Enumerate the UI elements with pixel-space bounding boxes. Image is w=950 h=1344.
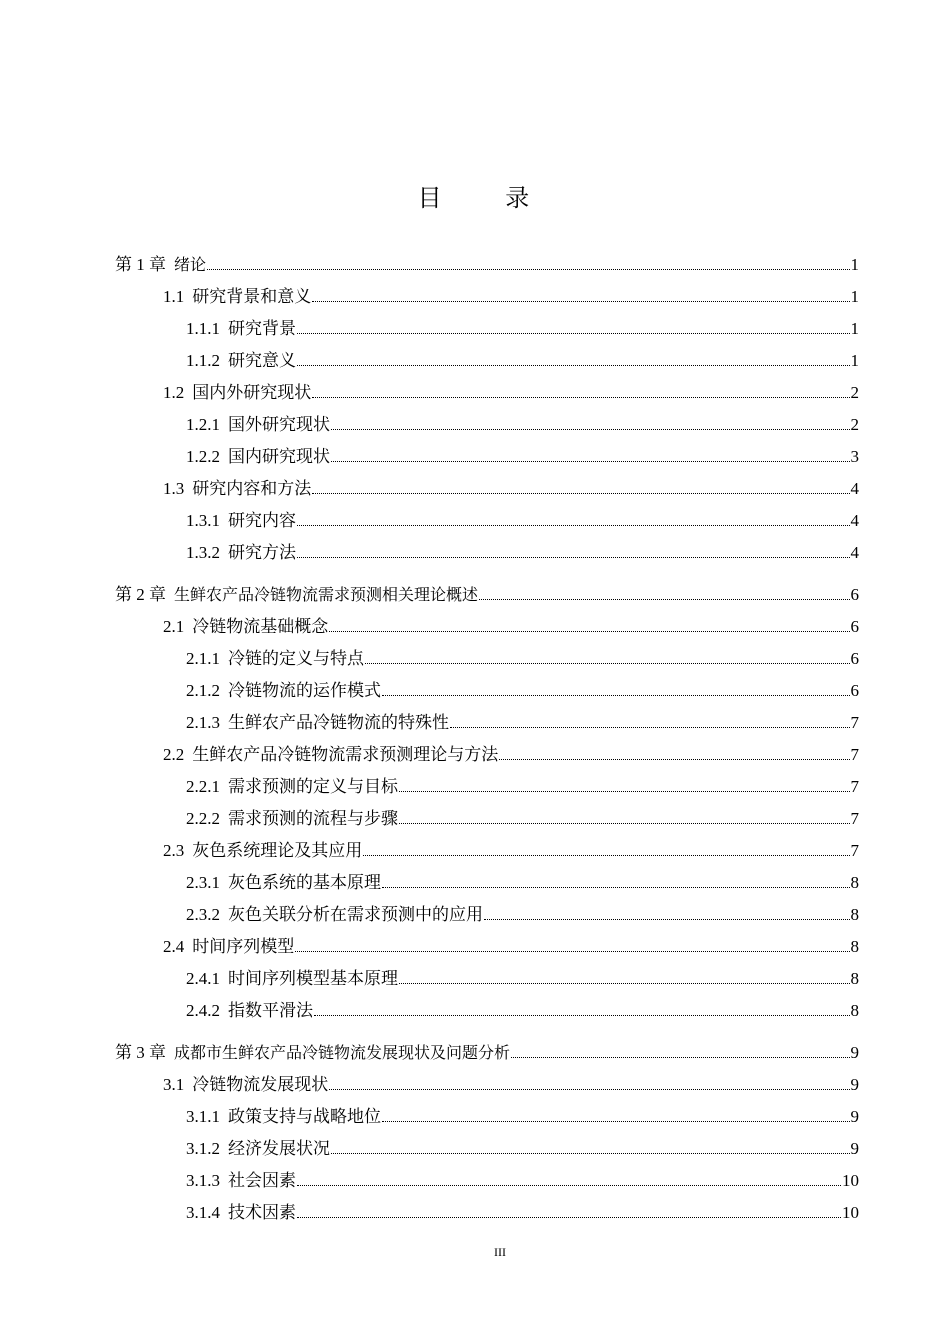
toc-entry-label xyxy=(186,649,364,669)
toc-subsection-entry[interactable] xyxy=(186,1193,859,1223)
dot-leader xyxy=(399,979,850,984)
toc-subsection-entry[interactable] xyxy=(186,671,859,701)
toc-entry-label xyxy=(163,937,294,957)
toc-entry-title: 需求预测的定义与目标 xyxy=(228,777,398,796)
dot-leader xyxy=(331,1149,850,1154)
toc-entry-title: 研究内容 xyxy=(228,511,296,530)
toc-subsection-entry[interactable] xyxy=(186,405,859,435)
toc-subsection-entry[interactable] xyxy=(186,501,859,531)
toc-entry-title: 研究意义 xyxy=(228,351,296,370)
toc-entry-page: 3 xyxy=(850,447,859,466)
toc-section-entry[interactable] xyxy=(163,831,859,861)
toc-subsection-entry[interactable] xyxy=(186,959,859,989)
toc-section-entry[interactable] xyxy=(163,927,859,957)
toc-entry-number: 2.1.2 xyxy=(186,681,220,700)
toc-subsection-entry[interactable] xyxy=(186,1161,859,1191)
toc-subsection-entry[interactable] xyxy=(186,767,859,797)
toc-entry-page: 1 xyxy=(850,287,859,306)
toc-entry-label xyxy=(186,1203,296,1223)
toc-entry-page: 8 xyxy=(850,1001,859,1020)
toc-entry-number: 2.4.2 xyxy=(186,1001,220,1020)
toc-entry-page: 4 xyxy=(850,511,859,530)
toc-entry-number: 1.3.1 xyxy=(186,511,220,530)
toc-entry-page: 8 xyxy=(850,873,859,892)
toc-entry-label xyxy=(186,873,381,893)
toc-subsection-entry[interactable] xyxy=(186,437,859,467)
toc-entry-label xyxy=(186,681,381,701)
dot-leader xyxy=(297,329,850,334)
toc-entry-label xyxy=(163,617,328,637)
toc-entry-page: 8 xyxy=(850,969,859,988)
toc-entry-number: 3.1.2 xyxy=(186,1139,220,1158)
toc-entry-label xyxy=(186,713,449,733)
toc-entry-number: 3.1.3 xyxy=(186,1171,220,1190)
toc-entry-number: 3.1.4 xyxy=(186,1203,220,1222)
dot-leader xyxy=(399,819,850,824)
toc-entry-page: 8 xyxy=(850,937,859,956)
toc-entry-title: 时间序列模型基本原理 xyxy=(228,969,398,988)
toc-entry-label xyxy=(186,1107,381,1127)
dot-leader xyxy=(450,723,850,728)
toc-entry-title: 灰色系统理论及其应用 xyxy=(192,841,363,860)
toc-subsection-entry[interactable] xyxy=(186,703,859,733)
toc-chapter-entry[interactable] xyxy=(115,245,859,275)
dot-leader xyxy=(297,361,850,366)
toc-entry-page: 1 xyxy=(850,351,859,370)
toc-entry-page: 9 xyxy=(850,1043,859,1062)
toc-entry-title: 国外研究现状 xyxy=(228,415,330,434)
dot-leader xyxy=(297,1213,841,1218)
toc-entry-number: 1.2.2 xyxy=(186,447,220,466)
dot-leader xyxy=(363,851,849,856)
toc-entry-label xyxy=(186,777,398,797)
dot-leader xyxy=(297,521,850,526)
dot-leader xyxy=(382,1117,850,1122)
toc-entry-number: 1.3 xyxy=(163,479,185,498)
toc-entry-title: 时间序列模型 xyxy=(192,937,295,956)
toc-entry-title: 社会因素 xyxy=(228,1171,296,1190)
dot-leader xyxy=(312,393,849,398)
toc-entry-number: 2.1.3 xyxy=(186,713,220,732)
toc-entry-page: 9 xyxy=(850,1139,859,1158)
toc-entry-number: 2.1 xyxy=(163,617,185,636)
toc-entry-title: 研究背景 xyxy=(228,319,296,338)
toc-entry-label xyxy=(186,1139,330,1159)
dot-leader xyxy=(297,1181,841,1186)
toc-entry-label xyxy=(163,479,311,499)
toc-entry-number: 1.2.1 xyxy=(186,415,220,434)
toc-entry-page: 4 xyxy=(850,479,859,498)
dot-leader xyxy=(382,691,850,696)
toc-entry-page: 4 xyxy=(850,543,859,562)
toc-entry-page: 7 xyxy=(850,841,859,860)
toc-entry-page: 1 xyxy=(850,319,859,338)
toc-entry-number: 3.1 xyxy=(163,1075,185,1094)
toc-subsection-entry[interactable] xyxy=(186,991,859,1021)
toc-entry-page: 1 xyxy=(850,255,859,274)
dot-leader xyxy=(499,755,849,760)
toc-chapter-entry[interactable] xyxy=(115,575,859,605)
toc-subsection-entry[interactable] xyxy=(186,309,859,339)
toc-entry-label xyxy=(186,415,330,435)
toc-entry-page: 10 xyxy=(842,1203,859,1222)
toc-entry-title: 灰色系统的基本原理 xyxy=(228,873,381,892)
toc-subsection-entry[interactable] xyxy=(186,1097,859,1127)
toc-entry-page: 6 xyxy=(850,681,859,700)
dot-leader xyxy=(484,915,850,920)
toc-subsection-entry[interactable] xyxy=(186,1129,859,1159)
dot-leader xyxy=(312,489,849,494)
dot-leader xyxy=(297,553,850,558)
toc-entry-label xyxy=(163,841,362,861)
toc-entry-label xyxy=(115,1043,510,1063)
dot-leader xyxy=(365,659,850,664)
toc-entry-number: 2.3 xyxy=(163,841,185,860)
toc-subsection-entry[interactable] xyxy=(186,895,859,925)
toc-entry-title: 研究内容和方法 xyxy=(192,479,312,498)
dot-leader xyxy=(399,787,850,792)
toc-entry-number: 2.2.1 xyxy=(186,777,220,796)
toc-entry-label xyxy=(163,383,311,403)
toc-entry-number: 1.1.2 xyxy=(186,351,220,370)
dot-leader xyxy=(329,1085,849,1090)
toc-entry-title: 需求预测的流程与步骤 xyxy=(228,809,398,828)
page-title: 目 录 xyxy=(417,184,558,212)
toc-entry-page: 7 xyxy=(850,713,859,732)
dot-leader xyxy=(382,883,850,888)
toc-subsection-entry[interactable] xyxy=(186,533,859,563)
toc-entry-title: 绪论 xyxy=(174,255,207,274)
toc-entry-title: 生鲜农产品冷链物流的特殊性 xyxy=(228,713,449,732)
toc-entry-label xyxy=(115,585,478,605)
toc-entry-title: 冷链物流发展现状 xyxy=(192,1075,329,1094)
toc-entry-page: 9 xyxy=(850,1075,859,1094)
toc-entry-number: 第 3 章 xyxy=(115,1043,166,1062)
dot-leader xyxy=(207,265,849,270)
page-number: III xyxy=(494,1245,506,1259)
toc-entry-number: 第 2 章 xyxy=(115,585,166,604)
toc-entry-number: 2.1.1 xyxy=(186,649,220,668)
toc-entry-number: 1.3.2 xyxy=(186,543,220,562)
toc-section-entry[interactable] xyxy=(163,373,859,403)
dot-leader xyxy=(479,595,849,600)
dot-leader xyxy=(329,627,849,632)
toc-entry-title: 灰色关联分析在需求预测中的应用 xyxy=(228,905,483,924)
toc-entry-label xyxy=(186,1171,296,1191)
toc-subsection-entry[interactable] xyxy=(186,863,859,893)
toc-entry-page: 2 xyxy=(850,383,859,402)
toc-entry-label xyxy=(186,543,296,563)
dot-leader xyxy=(511,1053,849,1058)
toc-section-entry[interactable] xyxy=(163,735,859,765)
dot-leader xyxy=(312,297,849,302)
toc-entry-number: 2.2.2 xyxy=(186,809,220,828)
toc-entry-label xyxy=(186,969,398,989)
toc-entry-page: 7 xyxy=(850,745,859,764)
toc-entry-title: 冷链的定义与特点 xyxy=(228,649,364,668)
toc-entry-label xyxy=(186,351,296,371)
dot-leader xyxy=(331,425,850,430)
toc-entry-page: 7 xyxy=(850,777,859,796)
toc-entry-title: 技术因素 xyxy=(228,1203,296,1222)
toc-entry-number: 3.1.1 xyxy=(186,1107,220,1126)
toc-entry-title: 指数平滑法 xyxy=(228,1001,313,1020)
toc-section-entry[interactable] xyxy=(163,277,859,307)
toc-entry-page: 6 xyxy=(850,617,859,636)
toc-entry-title: 冷链物流的运作模式 xyxy=(228,681,381,700)
toc-entry-number: 第 1 章 xyxy=(115,255,166,274)
toc-entry-label xyxy=(186,1001,313,1021)
toc-entry-title: 生鲜农产品冷链物流需求预测理论与方法 xyxy=(192,745,499,764)
dot-leader xyxy=(314,1011,850,1016)
toc-entry-page: 9 xyxy=(850,1107,859,1126)
toc-entry-title: 国内研究现状 xyxy=(228,447,330,466)
toc-entry-page: 6 xyxy=(850,649,859,668)
toc-entry-number: 2.4.1 xyxy=(186,969,220,988)
toc-subsection-entry[interactable] xyxy=(186,639,859,669)
toc-entry-number: 1.2 xyxy=(163,383,185,402)
toc-entry-label xyxy=(115,255,206,275)
toc-subsection-entry[interactable] xyxy=(186,799,859,829)
toc-entry-title: 国内外研究现状 xyxy=(192,383,312,402)
toc-entry-label xyxy=(163,287,311,307)
toc-entry-number: 2.2 xyxy=(163,745,185,764)
toc-entry-page: 10 xyxy=(842,1171,859,1190)
dot-leader xyxy=(331,457,850,462)
toc-entry-label xyxy=(186,809,398,829)
toc-chapter-entry[interactable] xyxy=(115,1033,859,1063)
toc-section-entry[interactable] xyxy=(163,607,859,637)
toc-entry-title: 研究背景和意义 xyxy=(192,287,312,306)
toc-entry-label xyxy=(186,447,330,467)
toc-entry-page: 7 xyxy=(850,809,859,828)
dot-leader xyxy=(295,947,849,952)
toc-section-entry[interactable] xyxy=(163,1065,859,1095)
toc-entry-number: 2.3.2 xyxy=(186,905,220,924)
toc-entry-title: 成都市生鲜农产品冷链物流发展现状及问题分析 xyxy=(174,1043,511,1062)
toc-subsection-entry[interactable] xyxy=(186,341,859,371)
toc-entry-title: 冷链物流基础概念 xyxy=(192,617,329,636)
toc-entry-number: 1.1.1 xyxy=(186,319,220,338)
toc-entry-number: 2.3.1 xyxy=(186,873,220,892)
toc-entry-title: 研究方法 xyxy=(228,543,296,562)
toc-entry-page: 8 xyxy=(850,905,859,924)
toc-entry-label xyxy=(186,511,296,531)
toc-entry-label xyxy=(163,745,498,765)
toc-entry-label xyxy=(163,1075,328,1095)
toc-entry-label xyxy=(186,905,483,925)
toc-section-entry[interactable] xyxy=(163,469,859,499)
toc-entry-page: 2 xyxy=(850,415,859,434)
toc-entry-title: 生鲜农产品冷链物流需求预测相关理论概述 xyxy=(174,585,479,604)
toc-entry-number: 2.4 xyxy=(163,937,185,956)
toc-entry-label xyxy=(186,319,296,339)
toc-entry-number: 1.1 xyxy=(163,287,185,306)
toc-entry-title: 政策支持与战略地位 xyxy=(228,1107,381,1126)
toc-entry-page: 6 xyxy=(850,585,859,604)
toc-entry-title: 经济发展状况 xyxy=(228,1139,330,1158)
